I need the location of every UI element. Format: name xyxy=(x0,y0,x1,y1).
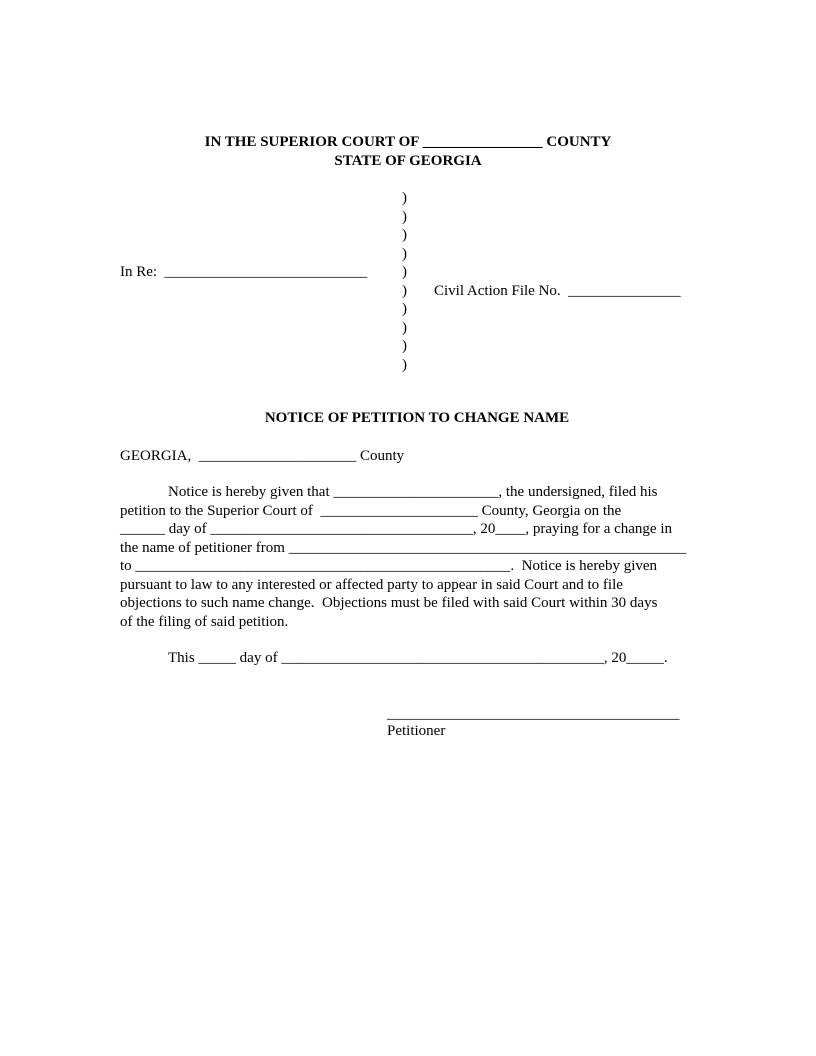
county-line: GEORGIA, _____________________ County xyxy=(120,448,405,464)
paren: ) xyxy=(402,208,407,225)
paren: ) xyxy=(402,227,407,243)
paren: ) xyxy=(402,319,407,336)
state-title: STATE OF GEORGIA xyxy=(334,153,482,169)
body-line: of the filing of said petition. xyxy=(120,613,289,630)
signature-line: _______________________________________ xyxy=(387,706,680,722)
notice-title: NOTICE OF PETITION TO CHANGE NAME xyxy=(264,410,570,426)
in-re-field: In Re: ___________________________ xyxy=(120,264,368,280)
body-line: Notice is hereby given that ______________________, the undersigned, filed his xyxy=(168,484,658,500)
body-line: ______ day of ___________________________________, 20____, praying for a change in xyxy=(120,521,673,537)
petitioner-label: Petitioner xyxy=(387,723,446,739)
court-title: IN THE SUPERIOR COURT OF ________________ COUNTY xyxy=(204,134,612,150)
paren: ) xyxy=(402,264,407,280)
date-line: This _____ day of ___________________________________________, 20_____. xyxy=(168,650,668,666)
body-line: objections to such name change. Objections must be filed with said Court within 30 days xyxy=(120,595,658,611)
paren: ) xyxy=(402,245,407,262)
paren: ) xyxy=(402,338,407,354)
body-line: pursuant to law to any interested or affected party to appear in said Court and to file xyxy=(120,576,623,593)
paren: ) xyxy=(402,356,407,373)
body-line: to __________________________________________________. Notice is hereby given xyxy=(120,558,658,574)
civil-action-file-no: Civil Action File No. _______________ xyxy=(434,283,681,299)
paren: ) xyxy=(402,282,407,299)
body-line: petition to the Superior Court of _____________________ County, Georgia on the xyxy=(120,502,622,519)
paren: ) xyxy=(402,190,407,206)
paren: ) xyxy=(402,301,407,317)
body-line: the name of petitioner from _____________________________________________________ xyxy=(120,539,687,556)
